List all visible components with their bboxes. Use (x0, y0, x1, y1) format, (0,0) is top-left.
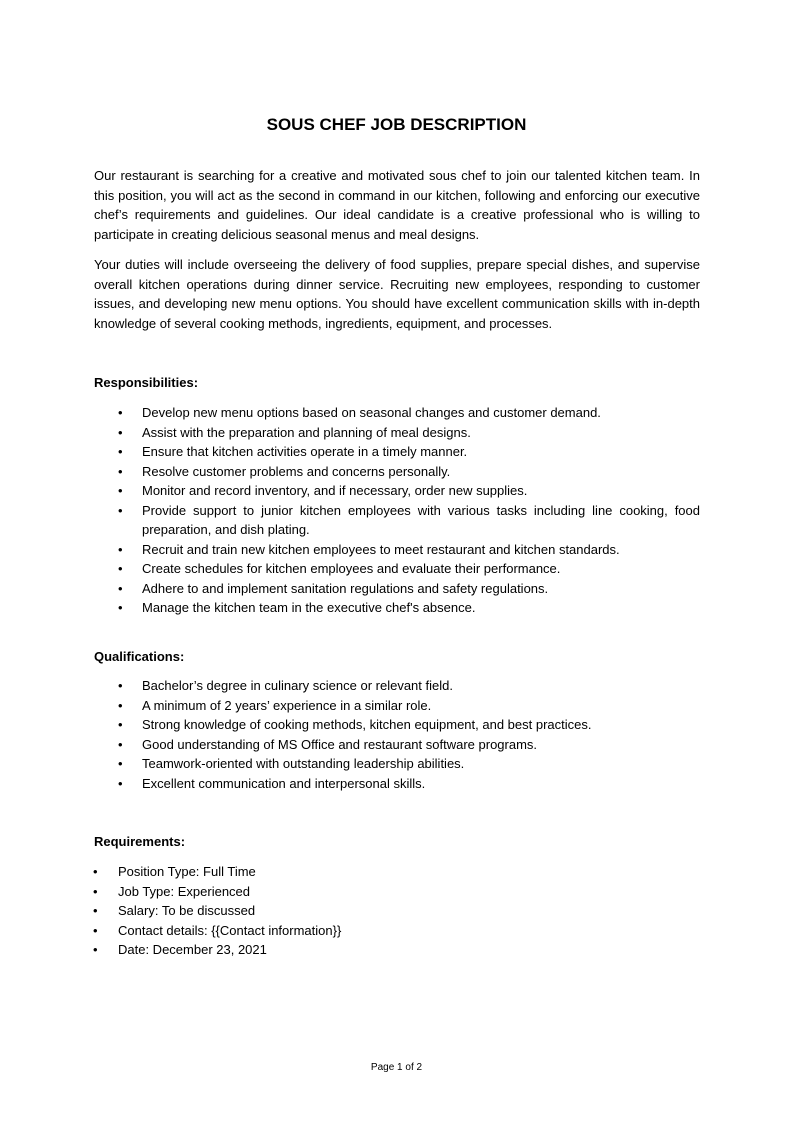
list-item-text: Manage the kitchen team in the executive chef's absence. (142, 600, 476, 615)
bullet-icon: • (93, 922, 98, 938)
list-item-text: Teamwork-oriented with outstanding leadership abilities. (142, 756, 465, 771)
bullet-icon: • (118, 405, 123, 420)
bullet-icon: • (118, 463, 123, 479)
list-item-text: Strong knowledge of cooking methods, kitchen equipment, and best practices. (142, 717, 592, 732)
bullet-icon: • (118, 580, 123, 596)
list-item (93, 921, 678, 941)
bullet-icon: • (93, 864, 98, 879)
list-item (93, 940, 678, 960)
bullet-icon: • (118, 678, 123, 693)
list-item-text: Adhere to and implement sanitation regulations and safety regulations. (142, 580, 549, 596)
list-item (118, 540, 700, 560)
list-item (118, 696, 700, 716)
bullet-icon: • (118, 541, 123, 557)
list-item-text: Contact details: {{Contact information}} (118, 922, 342, 938)
list-item-text: Develop new menu options based on seasonal changes and customer demand. (142, 405, 601, 420)
list-item-text: Excellent communication and interpersonal skills. (142, 775, 426, 791)
list-item (118, 501, 700, 540)
list-item-text: A minimum of 2 years’ experience in a similar role. (142, 697, 432, 713)
bullet-icon: • (118, 736, 123, 752)
list-item (93, 882, 678, 902)
list-item-text: Salary: To be discussed (118, 903, 256, 918)
requirements-heading: Requirements: (94, 834, 186, 849)
list-item (118, 403, 700, 423)
list-item (93, 862, 678, 882)
duties-paragraph: Your duties will include overseeing the delivery of food supplies, prepare special dishes, and supervise overall kitchen operations during dinner service. Recruiting new employees, responding to customer issues, and developing new menu options. You should have excellent communication skills with in-depth knowledge of several cooking methods, ingredients, equipment, and processes. (94, 257, 700, 331)
bullet-icon: • (118, 483, 123, 498)
list-item-text: Ensure that kitchen activities operate in a timely manner. (142, 444, 468, 459)
list-item (118, 735, 700, 755)
bullet-icon: • (93, 883, 98, 899)
list-item (118, 442, 700, 462)
list-item (118, 774, 700, 794)
list-item-text: Resolve customer problems and concerns personally. (142, 463, 451, 479)
intro-paragraph: Our restaurant is searching for a creative and motivated sous chef to join our talented kitchen team. In this position, you will act as the second in command in our kitchen, following and enforcing our executive chef’s requirements and guidelines. Our ideal candidate is a creative professional who is willing to participate in creating delicious seasonal menus and meal designs. (94, 168, 700, 242)
list-item (118, 462, 700, 482)
list-item-text: Good understanding of MS Office and restaurant software programs. (142, 736, 538, 752)
list-item (118, 481, 700, 501)
list-item (118, 676, 700, 696)
responsibilities-list (118, 403, 700, 618)
bullet-icon: • (118, 697, 123, 713)
qualifications-list (118, 676, 700, 793)
bullet-icon: • (118, 424, 123, 440)
bullet-icon: • (118, 600, 123, 615)
list-item-text: Monitor and record inventory, and if necessary, order new supplies. (142, 483, 528, 498)
list-item (118, 754, 700, 774)
list-item-text: Recruit and train new kitchen employees to meet restaurant and kitchen standards. (142, 541, 620, 557)
bullet-icon: • (93, 903, 98, 918)
bullet-icon: • (118, 561, 123, 576)
list-item-text: Create schedules for kitchen employees and evaluate their performance. (142, 561, 561, 576)
document-title: SOUS CHEF JOB DESCRIPTION (266, 115, 527, 134)
list-item (118, 559, 700, 579)
list-item-text: Date: December 23, 2021 (118, 942, 267, 957)
bullet-icon: • (118, 717, 123, 732)
list-item (118, 579, 700, 599)
list-item-text: Position Type: Full Time (118, 864, 256, 879)
bullet-icon: • (93, 942, 98, 957)
list-item (118, 423, 700, 443)
bullet-icon: • (118, 756, 123, 771)
bullet-icon: • (118, 775, 123, 791)
bullet-icon: • (118, 444, 123, 459)
qualifications-heading: Qualifications: (94, 649, 185, 664)
list-item-text: Assist with the preparation and planning of meal designs. (142, 424, 471, 440)
list-item-text: Job Type: Experienced (118, 883, 251, 899)
requirements-list (93, 862, 678, 960)
list-item (118, 715, 700, 735)
page-number: Page 1 of 2 (370, 1062, 423, 1073)
list-item-text: Bachelor’s degree in culinary science or relevant field. (142, 678, 453, 693)
list-item (93, 901, 678, 921)
list-item-text: Provide support to junior kitchen employees with various tasks including line cooking, food preparation, and dish plating. (142, 502, 700, 537)
bullet-icon: • (118, 502, 123, 518)
responsibilities-heading: Responsibilities: (94, 375, 199, 390)
list-item (118, 598, 700, 618)
